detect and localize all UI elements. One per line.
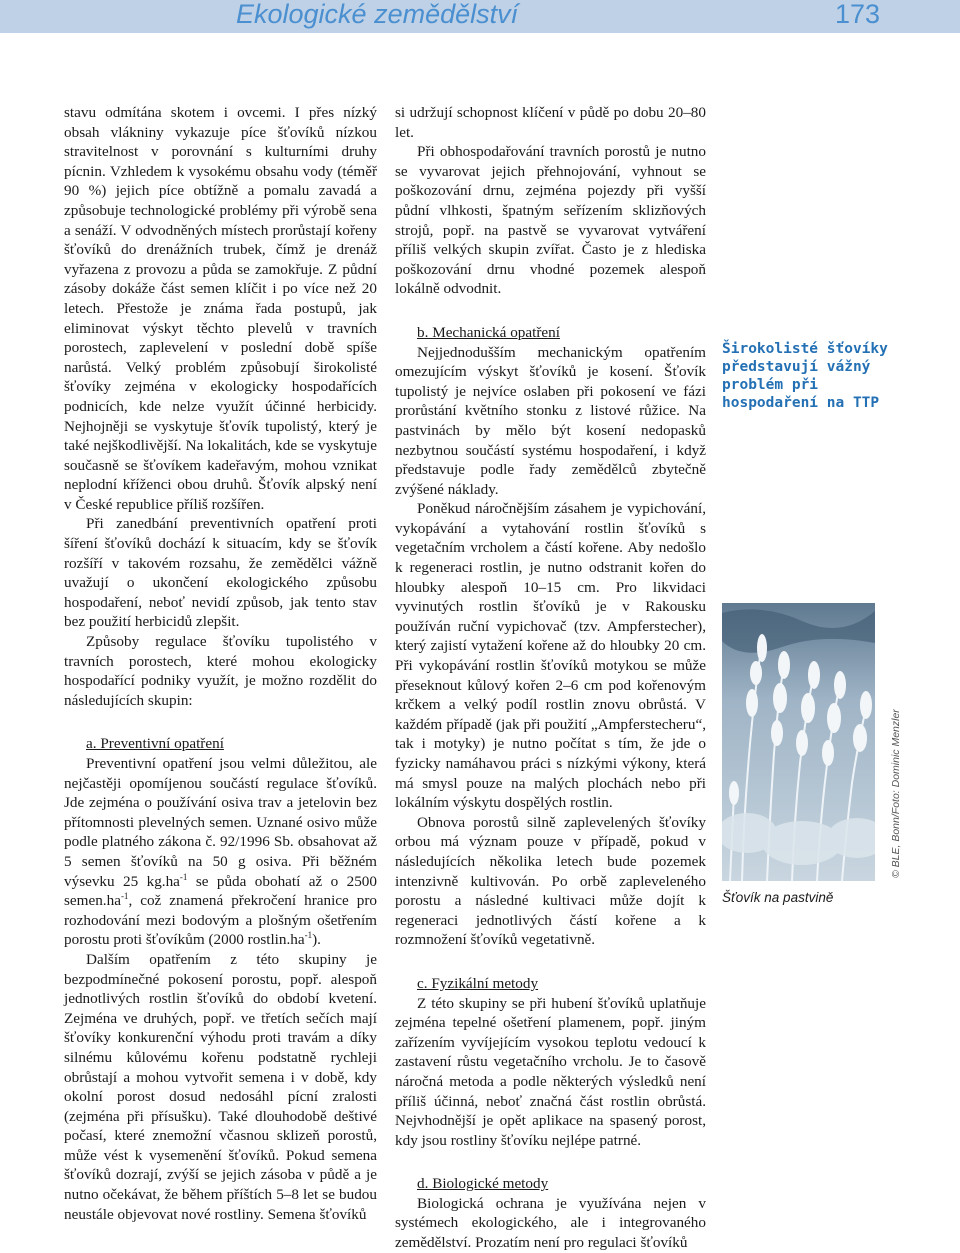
left-column	[64, 103, 377, 1224]
header-band	[0, 0, 960, 33]
photo-illustration	[722, 603, 875, 881]
paragraph: Obnova porostů silně zaplevelených šťovíky orbou má význam pouze v případě, pokud v následujících několika letech bude pozemek intenzivně kultivován. Po orbě zapleveleného porostu a následné kultivaci může dojít k regeneraci jednotlivých částí kořene a k rozmnožení šťovíků vegetativně.	[395, 813, 706, 949]
page-number: 173	[834, 0, 880, 29]
running-title: Ekologické zemědělství	[236, 0, 519, 29]
paragraph: Při zanedbání preventivních opatření proti šíření šťovíků dochází k situacím, kdy se šťovík rozšíří v takovém rozsahu, že zemědělci vážně uvažují o ukončení ekologického způsobu hospodaření, neboť nevidí způsob, jak tento stav bez použití herbicidů zlepšit.	[64, 515, 377, 631]
paragraph: Z této skupiny se při hubení šťovíků uplatňuje zejména tepelné ošetření plamenem, popř. jiným zařízením vyvíjejícím vysokou teplotu vedoucí k zastavení růstu vegetačního vrcholu. Je to časově náročná metoda a podle některých výsledků není příliš účinná, neboť značná část rostlin obrůstá. Nejvhodnější je opět aplikace na spasený porost, kdy jsou rostliny šťovíku nejlépe patrné.	[395, 994, 706, 1149]
paragraph: Dalším opatřením z této skupiny je bezpodmínečné pokosení porostu, popř. alespoň jednotlivých rostlin šťovíků do období kvetení. Zejména ve druhých, popř. ve třetích sečích mají šťovíky konkurenční výhodu proti travám a díky silnému kůlovému kořenu podstatně rychleji obrůstají a mohou vytvořit semena i v době, kdy okolní porost dosud nedosáhl pícní zralosti (zejména při přísušku). Také dlouhodobě deštivé počasí, které znemožní včasnou sklizeň porostů, může vést k vysemenění šťovíků. Pokud semena šťovíků dozrají, zvýší se jejich zásoba v půdě a je nutno očekávat, že během příštích 5–8 let se budou neustále objevovat nové rostliny. Semena šťovíků	[64, 950, 377, 1223]
superscript: -1	[304, 930, 313, 941]
photo-caption: Šťovík na pastvině	[722, 890, 834, 905]
paragraph-text: , což znamená překročení hranice pro rozhodování mezi bodovým a plošným ošetřením porostu proti šťovíkům (2000 rostlin.ha	[64, 892, 377, 949]
superscript: -1	[179, 871, 188, 882]
photo-credit-text: © BLE, Bonn/Foto: Dominic Menzler	[890, 709, 902, 878]
section-heading-preventive: a. Preventivní opatření	[86, 735, 224, 753]
paragraph: stavu odmítána skotem i ovcemi. I přes nízký obsah vlákniny vykazuje píce šťovíků nízkou stravitelnost v porovnání s kulturními druhy pícnin. Vzhledem k vysokému obsahu vody (téměř 90 %) jejich píce obtížně a pomalu zavadá a způsobuje technologické problémy při výrobě sena a senáží. V odvodněných místech prorůstají kořeny šťovíků do drenážních trubek, čímž je drenáž vyřazena z provozu a půda se zamokřuje. Z půdní zásoby dokáže část semen klíčit i po více než 20 letech. Přestože je známa řada postupů, jak eliminovat výskyt těchto plevelů v travních porostech, zaplevelení v poslední době spíše narůstá. Velký problém způsobují širokolisté šťovíky zejména v ekologicky hospodařících podnicích, kde nelze využít účinné herbicidy. Nejhojněji se vyskytuje šťovík tupolistý, který je také nejškodlivější. Na lokalitách, kde se vyskytuje současně se šťovíkem kadeřavým, mohou vznikat neplodní kříženci obou druhů. Šťovík alpský není v České republice příliš rozšířen.	[64, 104, 377, 513]
paragraph	[64, 754, 377, 950]
dock-plant-photo	[722, 603, 875, 881]
paragraph: Při obhospodařování travních porostů je nutno se vyvarovat jejich přehnojování, vyhnout se poškozování drnu, zejména pojezdy při vyšší půdní vlhkosti, špatným seřízením sklizňových strojů, popř. na pastvě se vyvarovat vytváření příliš velkých skupin zvířat. Často je z hlediska poškozování drnu vhodné pozemek alespoň lokálně odvodnit.	[395, 143, 706, 298]
section-heading-biological: d. Biologické metody	[417, 1175, 549, 1193]
paragraph: Biologická ochrana je využívána nejen v systémech ekologického, ale i integrovaného zemědělství. Prozatím není pro regulaci šťovíků	[395, 1194, 706, 1252]
paragraph: si udržují schopnost klíčení v půdě po dobu 20–80 let.	[395, 104, 706, 141]
superscript: -1	[120, 891, 129, 902]
paragraph-text: se půda obohatí až o 2500 semen.ha	[64, 872, 377, 910]
photo-credit	[890, 709, 904, 1058]
paragraph-text: ).	[312, 931, 321, 949]
paragraph: Poněkud náročnějším zásahem je vypichování, vykopávání a vytahování rostlin šťovíků s vegetačním vrcholem a částí kořene. Aby nedošlo k regeneraci rostlin, je nutno odstranit kořen do hloubky alespoň 10–15 cm. Pro likvidaci vyvinutých rostlin šťovíků je v Rakousku používán ruční vypichovač (tzv. Ampferstecher), který zajistí vytažení kořene až do hloubky 20 cm. Při vykopávání rostlin šťovíků motykou se může přeseknout kůlový kořen 2–6 cm pod kořenovým krčkem a velký podíl rostlin znovu obrůstá. V každém případě (jak při použití „Ampferstecheru“, tak i motyky) je nutno počítat s tím, že jde o fyzicky namáhavou práci s nízkými výkony, která má smysl pouze na malých plochách nebo při lokálním výskytu dospělých rostlin.	[395, 500, 706, 812]
section-heading-mechanical: b. Mechanická opatření	[417, 323, 560, 341]
paragraph: Nejjednodušším mechanickým opatřením omezujícím výskyt šťovíků je kosení. Šťovík tupolistý je nejvíce oslaben při pokosení ve fázi prorůstání květního stonku z listové růžice. Na pastvinách by mělo být kosení nedopasků nezbytnou součástí systému hospodaření, i když představuje podle řady zemědělců zbytečně zvýšené náklady.	[395, 343, 706, 498]
paragraph-text: Preventivní opatření jsou velmi důležitou, ale nejčastěji opomíjenou součástí regulace šťovíků. Jde zejména o používání osiva trav a jetelovin bez přítomnosti plevelných semen. Uznané osivo může podle platného zákona č. 92/1996 Sb. obsahovat až 5 semen šťovíků na 50 g osiva. Při běžném výsevku 25 kg.ha	[64, 755, 377, 890]
paragraph: Způsoby regulace šťovíku tupolistého v travních porostech, které mohou ekologicky hospodařící podniky využít, je možno rozdělit do následujících skupin:	[64, 633, 377, 709]
section-heading-physical: c. Fyzikální metody	[417, 974, 539, 992]
pull-quote: Širokolisté šťovíky představují vážný problém při hospodaření na TTP	[722, 341, 888, 411]
middle-column	[395, 103, 706, 1253]
